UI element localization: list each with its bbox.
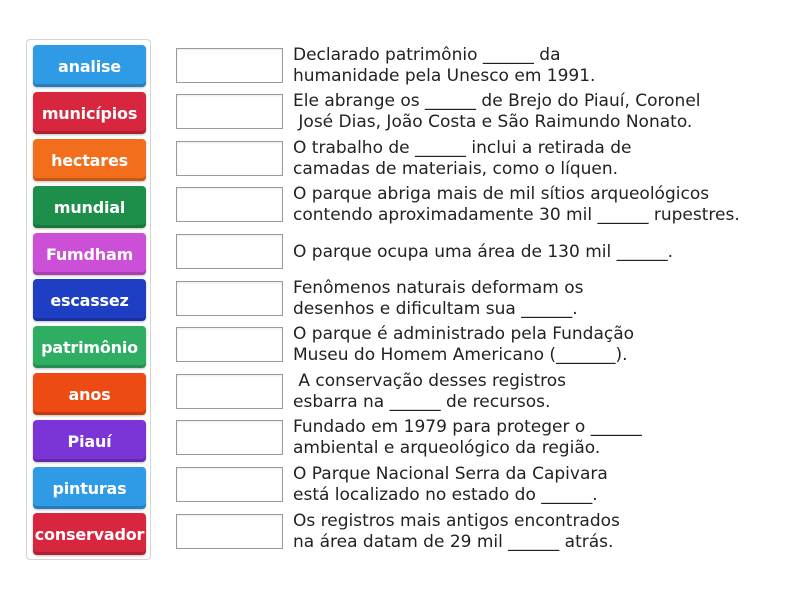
prompt-text (293, 229, 778, 275)
match-row (176, 462, 776, 508)
prompt-line: Museu do Homem Americano (_______). (293, 345, 628, 365)
drop-slot[interactable] (176, 514, 283, 549)
prompt-line: O Parque Nacional Serra da Capivara (293, 464, 608, 484)
prompt-line: camadas de materiais, como o líquen. (293, 159, 619, 179)
drop-slot[interactable] (176, 187, 283, 222)
match-row (176, 509, 776, 555)
prompt-line: contendo aproximadamente 30 mil ______ rupestres. (293, 205, 740, 225)
prompt-line: O parque abriga mais de mil sítios arqueológicos (293, 184, 710, 204)
drop-slot[interactable] (176, 327, 283, 362)
prompt-text (293, 89, 778, 135)
match-row (176, 229, 776, 275)
prompt-line: José Dias, João Costa e São Raimundo Nonato. (293, 112, 693, 132)
drop-slot[interactable] (176, 94, 283, 129)
word-tile-label: Fumdham (45, 244, 134, 264)
match-row (176, 43, 776, 89)
prompt-text (293, 43, 778, 89)
word-tile-label: hectares (51, 150, 128, 170)
match-row (176, 136, 776, 182)
prompt-line: A conservação desses registros (293, 371, 566, 391)
drop-slot[interactable] (176, 281, 283, 316)
drop-slot[interactable] (176, 374, 283, 409)
drop-slot[interactable] (176, 141, 283, 176)
word-tile-label: anos (68, 384, 111, 404)
prompt-text (293, 276, 778, 322)
prompt-text (293, 182, 778, 228)
drop-slot[interactable] (176, 48, 283, 83)
drop-slot[interactable] (176, 467, 283, 502)
prompt-line: na área datam de 29 mil ______ atrás. (293, 532, 614, 552)
prompt-line: Ele abrange os ______ de Brejo do Piauí, Coronel (293, 91, 701, 111)
match-row (176, 89, 776, 135)
word-tile-label: patrimônio (41, 337, 138, 357)
prompt-line: Fenômenos naturais deformam os (293, 278, 584, 298)
prompt-line: Os registros mais antigos encontrados (293, 511, 620, 531)
drop-slot[interactable] (176, 420, 283, 455)
prompt-text (293, 369, 778, 415)
prompt-text (293, 136, 778, 182)
word-tile-label: conservador (34, 524, 145, 544)
prompt-line: está localizado no estado do ______. (293, 485, 598, 505)
prompt-line: Fundado em 1979 para proteger o ______ (293, 417, 642, 437)
prompt-line: ambiental e arqueológico da região. (293, 438, 601, 458)
match-row (176, 182, 776, 228)
prompt-line: O parque é administrado pela Fundação (293, 324, 635, 344)
prompt-text (293, 509, 778, 555)
match-row (176, 276, 776, 322)
prompt-text (293, 462, 778, 508)
word-tile-label: pinturas (52, 478, 127, 498)
prompt-line: O parque ocupa uma área de 130 mil ______. (293, 241, 674, 262)
match-row (176, 322, 776, 368)
word-tile-label: escassez (50, 290, 129, 310)
prompt-line: O trabalho de ______ inclui a retirada de (293, 138, 632, 158)
match-row (176, 369, 776, 415)
match-row (176, 415, 776, 461)
prompt-line: desenhos e dificultam sua ______. (293, 299, 578, 319)
prompt-line: esbarra na ______ de recursos. (293, 392, 551, 412)
prompt-line: humanidade pela Unesco em 1991. (293, 66, 596, 86)
word-tile-label: analise (58, 56, 121, 76)
prompt-text (293, 322, 778, 368)
word-tile-label: Piauí (67, 431, 112, 451)
prompt-text (293, 415, 778, 461)
prompt-line: Declarado patrimônio ______ da (293, 45, 561, 65)
drop-slot[interactable] (176, 234, 283, 269)
word-tile-label: municípios (41, 103, 138, 123)
word-tile-label: mundial (53, 197, 126, 217)
